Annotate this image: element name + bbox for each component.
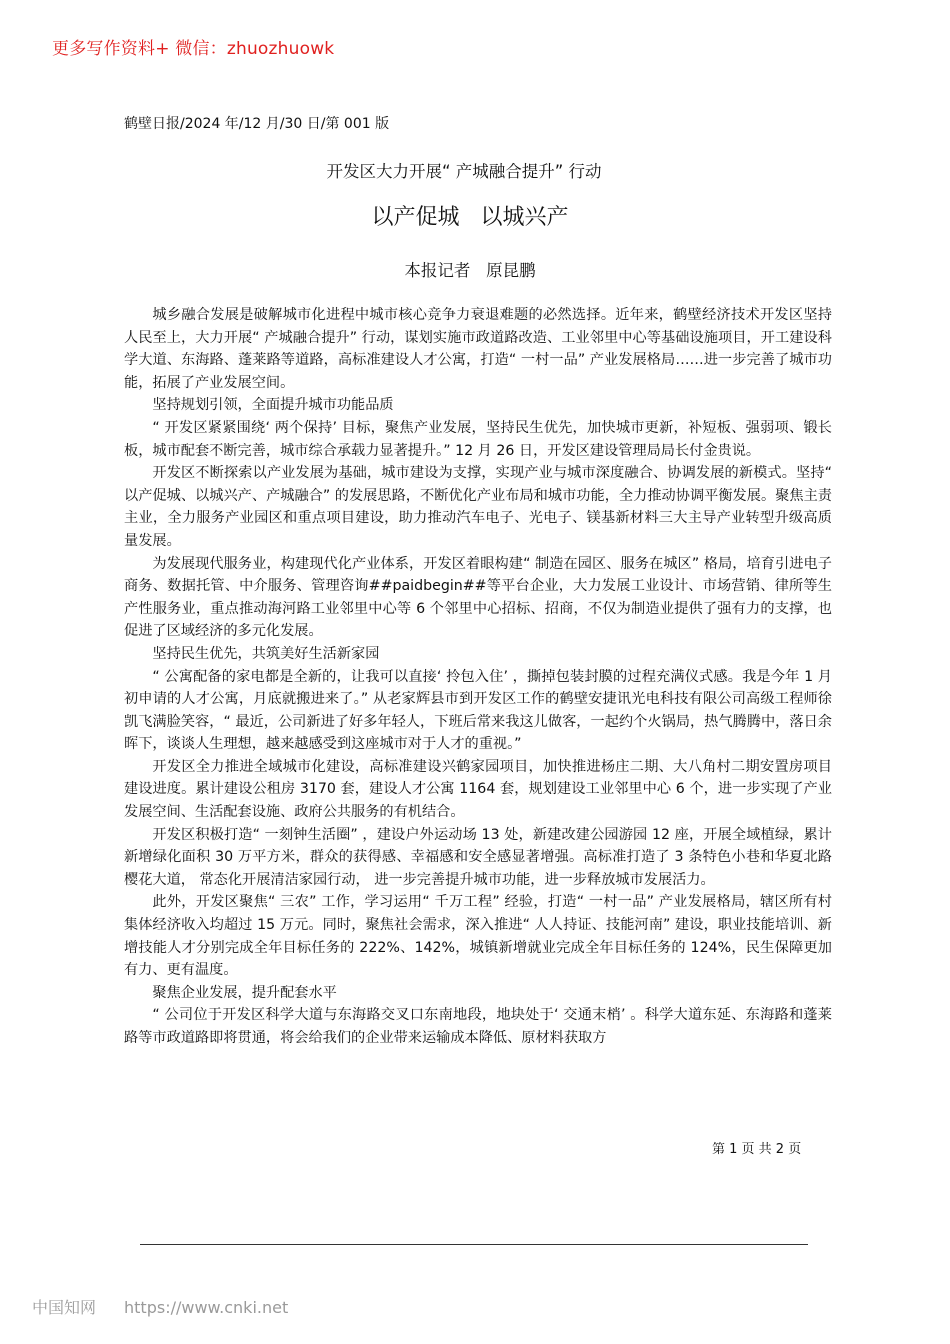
paragraph: 开发区全力推进全域城市化建设，高标准建设兴鹤家园项目，加快推进杨庄二期、大八角村二期安置房项目建设进度。累计建设公租房 3170 套，建设人才公寓 1164 套，规划建设工业邻里中心 6 个，进一步实现了产业发展空间、生活配套设施、政府公共服务的有机结合。 [124, 758, 832, 821]
paragraph: 为发展现代服务业，构建现代化产业体系，开发区着眼构建“ 制造在园区、服务在城区” 格局，培育引进电子商务、数据托管、中介服务、管理咨询##paidbegin##等平台企业，大力发展工业设计、市场营销、律所等生产性服务业，重点推动海河路工业邻里中心等 6 个邻里中心招标、招商，不仅为制造业提供了强有力的支撑，也促进了区域经济的多元化发展。 [124, 555, 832, 640]
paragraph: 开发区积极打造“ 一刻钟生活圈” ，建设户外运动场 13 处，新建改建公园游园 12 座，开展全域植绿，累计新增绿化面积 30 万平方米，群众的获得感、幸福感和安全感显著增强。高标准打造了 3 条特色小巷和华夏北路樱花大道， 常态化开展清洁家园行动， 进一步完善提升城市功能，进一步释放城市发展活力。 [124, 826, 832, 888]
paragraph: “ 公寓配备的家电都是全新的，让我可以直接‘ 拎包入住’ ，撕掉包装封膜的过程充满仪式感。我是今年 1 月初申请的人才公寓，月底就搬进来了。” 从老家辉县市到开发区工作的鹤壁安捷讯光电科技有限公司高级工程师徐凯飞满脸笑容，“ 最近，公司新进了好多年轻人，下班后常来我这儿做客，一起约个火锅局，热气腾腾中，落日余晖下，谈谈人生理想，越来越感受到这座城市对于人才的重视。” [124, 668, 832, 753]
section-heading: 聚焦企业发展，提升配套水平 [152, 984, 337, 1001]
cnki-watermark [32, 1295, 288, 1318]
article-subtitle: 开发区大力开展“ 产城融合提升” 行动 [326, 162, 602, 181]
section-heading: 坚持民生优先，共筑美好生活新家园 [152, 645, 380, 662]
paragraph: 此外，开发区聚焦“ 三农” 工作，学习运用“ 千万工程” 经验，打造“ 一村一品” 产业发展格局，辖区所有村集体经济收入均超过 15 万元。同时，聚焦社会需求，深入推进“ 人人持证、技能河南” 建设，职业技能培训、新增技能人才分别完成全年目标任务的 222%、142%，城镇新增就业完成全年目标任务的 124%，民生保障更加有力、更有温度。 [124, 894, 832, 979]
section-heading: 坚持规划引领，全面提升城市功能品质 [152, 397, 394, 414]
paragraph: “ 开发区紧紧围绕‘ 两个保持’ 目标，聚焦产业发展，坚持民生优先，加快城市更新，补短板、强弱项、锻长板，城市配套不断完善，城市综合承载力显著提升。” 12 月 26 日，开发区建设管理局局长付金贵说。 [124, 419, 832, 459]
promo-banner: 更多写作资料+ 微信：zhuozhuowk [52, 39, 335, 59]
paragraph: “ 公司位于开发区科学大道与东海路交叉口东南地段，地块处于‘ 交通末梢’ 。科学大道东延、东海路和蓬莱路等市政道路即将贯通，将会给我们的企业带来运输成本降低、原材料获取方 [124, 1007, 832, 1046]
article-title: 以产促城 以城兴产 [371, 205, 569, 230]
watermark-brand: 中国知网 [32, 1298, 97, 1317]
article-byline: 本报记者 原昆鹏 [404, 261, 536, 280]
source-line: 鹤壁日报/2024 年/12 月/30 日/第 001 版 [124, 116, 390, 132]
article-body [124, 304, 832, 1050]
paragraph: 开发区不断探索以产业发展为基础，城市建设为支撑，实现产业与城市深度融合、协调发展的新模式。坚持“ 以产促城、以城兴产、产城融合” 的发展思路，不断优化产业布局和城市功能，全力推动协调平衡发展。聚焦主责主业，全力服务产业园区和重点项目建设，助力推动汽车电子、光电子、镁基新材料三大主导产业转型升级高质量发展。 [124, 465, 832, 549]
paragraph: 城乡融合发展是破解城市化进程中城市核心竞争力衰退难题的必然选择。近年来，鹤壁经济技术开发区坚持人民至上，大力开展“ 产城融合提升” 行动，谋划实施市政道路改造、工业邻里中心等基础设施项目，开工建设科学大道、东海路、蓬莱路等道路，高标准建设人才公寓，打造“ 一村一品” 产业发展格局……进一步完善了城市功能，拓展了产业发展空间。 [124, 307, 832, 391]
watermark-url: https://www.cnki.net [124, 1298, 289, 1317]
page-number: 第 1 页 共 2 页 [712, 1142, 802, 1157]
footer-divider [140, 1244, 808, 1245]
